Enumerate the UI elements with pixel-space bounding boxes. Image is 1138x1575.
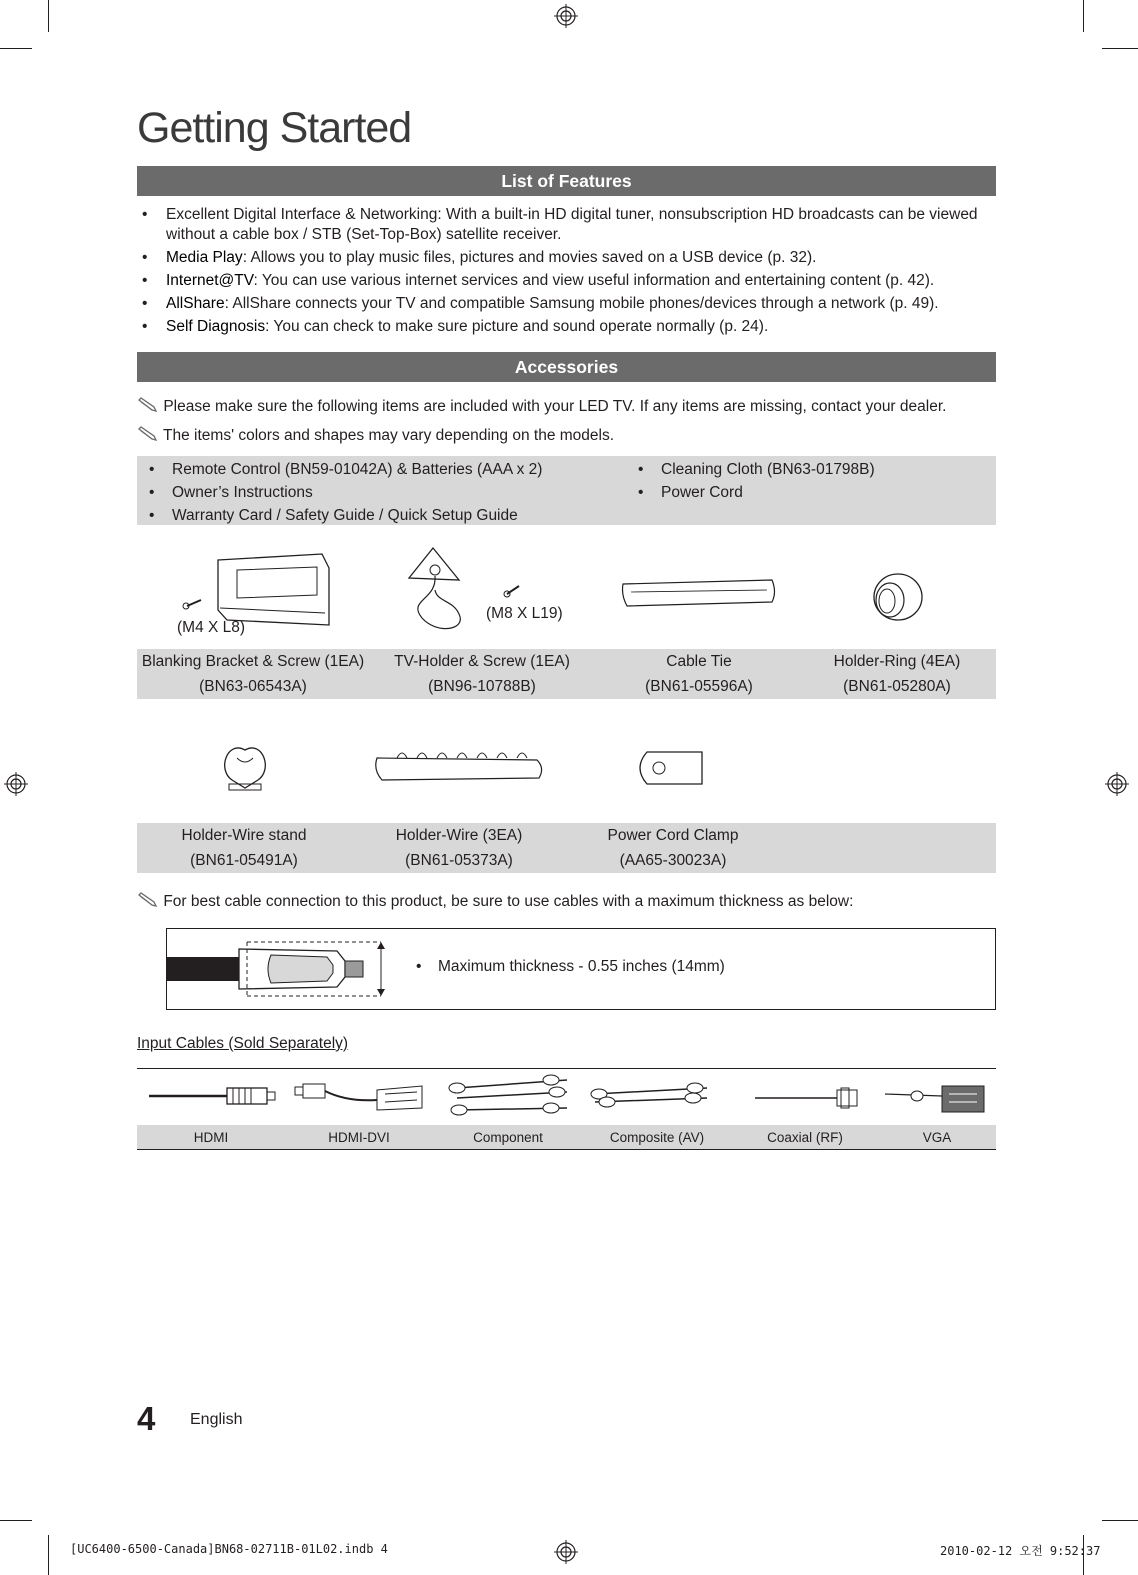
accessory-code: (BN63-06543A)	[199, 678, 307, 695]
page-language: English	[190, 1411, 243, 1428]
power-cord-clamp-icon	[640, 752, 702, 784]
screw-icon	[504, 586, 519, 597]
blanking-bracket-icon	[218, 554, 329, 625]
screw-size-label: (M8 X L19)	[486, 605, 563, 622]
accessory-code: (AA65-30023A)	[619, 852, 727, 869]
pencil-icon	[137, 892, 159, 908]
divider	[137, 1068, 996, 1069]
accessory-caption	[599, 649, 799, 699]
accessories-note	[137, 426, 614, 446]
component-cable-icon	[449, 1075, 567, 1115]
cable-plug-icon	[167, 939, 397, 999]
holder-wire-stand-icon	[225, 748, 266, 790]
accessory-code: (BN61-05373A)	[405, 852, 513, 869]
feature-item	[137, 294, 996, 314]
hdmi-dvi-cable-icon	[295, 1084, 422, 1110]
vga-cable-icon	[885, 1086, 984, 1112]
feature-item	[137, 317, 996, 337]
accessories-heading: Accessories	[137, 352, 996, 382]
accessory-name: Holder-Ring (4EA)	[833, 653, 961, 670]
feature-text: : You can use various internet services and view useful information and entertaining content (p. 42).	[253, 272, 935, 289]
crop-mark	[0, 1520, 32, 1521]
cable-thickness-box	[166, 928, 996, 1010]
accessory-code: (BN61-05280A)	[843, 678, 951, 695]
screw-icon	[183, 600, 201, 609]
tv-holder-icon	[409, 548, 460, 629]
cable-label: Component	[473, 1130, 543, 1145]
composite-cable-icon	[591, 1083, 707, 1107]
cable-label: VGA	[922, 1130, 952, 1145]
accessories-caption-row-2	[137, 823, 996, 873]
cable-label: Coaxial (RF)	[767, 1130, 843, 1145]
feature-label: Internet@TV	[166, 272, 254, 289]
list-item: • Power Cord	[626, 481, 875, 504]
print-file-info: [UC6400-6500-Canada]BN68-02711B-01L02.indb 4	[70, 1542, 388, 1556]
feature-text: : Allows you to play music files, pictures and movies saved on a USB device (p. 32).	[242, 249, 817, 266]
feature-label: Self Diagnosis	[166, 318, 266, 335]
pencil-icon	[137, 397, 159, 413]
accessory-images-row-1	[137, 540, 996, 648]
page-number: 4	[137, 1400, 156, 1437]
accessory-name: Cable Tie	[666, 653, 732, 670]
accessory-name: Holder-Wire (3EA)	[395, 827, 523, 844]
accessory-images-row-2	[137, 730, 996, 820]
holder-wire-icon	[376, 753, 542, 780]
accessory-code: (BN96-10788B)	[428, 678, 536, 695]
list-item: • Warranty Card / Safety Guide / Quick Setup Guide	[137, 504, 542, 527]
accessory-caption	[797, 649, 997, 699]
crop-mark	[48, 1535, 49, 1575]
accessories-list	[137, 456, 996, 525]
accessory-code: (BN61-05596A)	[645, 678, 753, 695]
accessory-name: Holder-Wire stand	[181, 827, 307, 844]
accessories-note	[137, 397, 946, 417]
cable-label: HDMI-DVI	[328, 1130, 390, 1145]
registration-mark-icon	[4, 772, 28, 796]
pencil-icon	[137, 426, 159, 442]
input-cables-images	[137, 1072, 996, 1122]
feature-item	[137, 205, 996, 245]
crop-mark	[48, 0, 49, 32]
coaxial-cable-icon	[755, 1088, 857, 1108]
thickness-text: • Maximum thickness - 0.55 inches (14mm)	[438, 958, 725, 976]
input-cables-heading: Input Cables (Sold Separately)	[137, 1035, 349, 1052]
accessory-caption	[144, 823, 344, 873]
list-item: • Cleaning Cloth (BN63-01798B)	[626, 458, 875, 481]
cable-label: Composite (AV)	[609, 1130, 705, 1145]
accessories-caption-row-1	[137, 649, 996, 699]
accessory-code: (BN61-05491A)	[190, 852, 298, 869]
features-list	[137, 205, 996, 340]
crop-mark	[1083, 0, 1084, 32]
feature-label: AllShare	[166, 295, 225, 312]
accessory-name: TV-Holder & Screw (1EA)	[394, 653, 570, 670]
accessories-list-right	[626, 458, 875, 504]
list-item: • Remote Control (BN59-01042A) & Batteries (AAA x 2)	[137, 458, 542, 481]
feature-text: : You can check to make sure picture and sound operate normally (p. 24).	[265, 318, 769, 335]
accessory-caption	[382, 649, 582, 699]
accessory-caption	[573, 823, 773, 873]
screw-size-label: (M4 X L8)	[177, 619, 246, 636]
feature-label: Media Play	[166, 249, 243, 266]
cable-note	[137, 892, 853, 912]
page-title: Getting Started	[137, 104, 412, 152]
hdmi-cable-icon	[149, 1088, 275, 1104]
crop-mark	[0, 48, 32, 49]
print-timestamp: 2010-02-12 오전 9:52:37	[940, 1544, 1101, 1558]
feature-item	[137, 271, 996, 291]
crop-mark	[1102, 1520, 1138, 1521]
registration-mark-icon	[1105, 772, 1129, 796]
accessory-name: Blanking Bracket & Screw (1EA)	[141, 653, 365, 670]
holder-ring-icon	[874, 574, 922, 620]
features-heading: List of Features	[137, 166, 996, 196]
accessory-name: Power Cord Clamp	[607, 827, 739, 844]
cable-tie-icon	[623, 580, 775, 606]
note-text: Please make sure the following items are included with your LED TV. If any items are missing, contact your dealer.	[163, 398, 947, 415]
list-item: • Owner’s Instructions	[137, 481, 542, 504]
feature-item	[137, 248, 996, 268]
registration-mark-icon	[554, 4, 578, 28]
cable-label: HDMI	[193, 1130, 229, 1145]
registration-mark-icon	[554, 1540, 578, 1564]
accessories-list-left	[137, 458, 542, 527]
input-cables-captions	[137, 1125, 996, 1150]
note-text: The items' colors and shapes may vary depending on the models.	[163, 427, 615, 444]
feature-text: : AllShare connects your TV and compatible Samsung mobile phones/devices through a network (p. 49).	[224, 295, 939, 312]
crop-mark	[1102, 48, 1138, 49]
feature-text: Excellent Digital Interface & Networking: With a built-in HD digital tuner, nonsubscription HD broadcasts can be viewed without a cable box / STB (Set-Top-Box) satellite receiver.	[166, 206, 978, 243]
accessory-caption	[137, 649, 369, 699]
accessory-caption	[359, 823, 559, 873]
note-text: For best cable connection to this product, be sure to use cables with a maximum thickness as below:	[163, 893, 854, 910]
